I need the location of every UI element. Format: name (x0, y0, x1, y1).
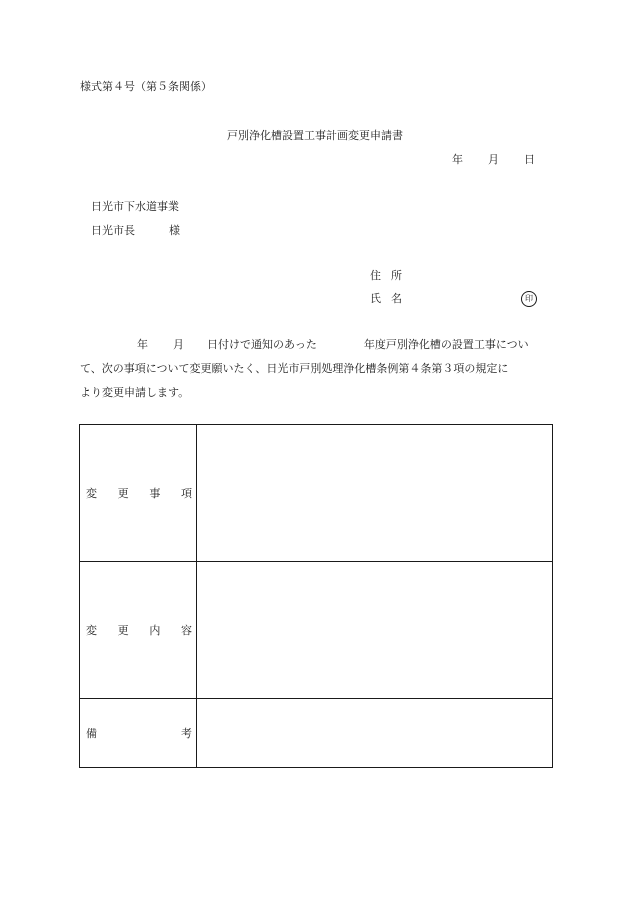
label-char: 変 (86, 624, 97, 637)
label-char: 考 (181, 727, 192, 740)
change-content-field[interactable] (197, 562, 553, 699)
address-char-1: 住 (370, 269, 381, 282)
body-line-3: より変更申請します。 (80, 386, 190, 399)
recipient-organization: 日光市下水道事業 (91, 200, 179, 213)
label-char: 備 (86, 727, 97, 740)
body-line-1-tail: 年度戸別浄化槽の設置工事につい (363, 338, 529, 351)
applicant-address-label (370, 269, 402, 283)
label-char: 変 (86, 487, 97, 500)
body-month: 月 (173, 338, 184, 351)
body-year: 年 (137, 338, 148, 351)
date-month: 月 (488, 153, 499, 166)
label-char: 更 (117, 624, 129, 637)
name-char-1: 氏 (370, 292, 381, 305)
label-char: 内 (149, 624, 161, 637)
date-line (452, 153, 535, 167)
recipient-title: 日光市長 (91, 224, 135, 237)
change-content-label (80, 562, 197, 699)
applicant-name-label (370, 292, 402, 306)
table-row-change-content (80, 562, 553, 699)
address-char-2: 所 (391, 269, 402, 282)
recipient-mayor (91, 224, 180, 238)
label-char: 容 (180, 624, 192, 637)
form-number: 様式第４号（第５条関係） (80, 80, 212, 93)
body-line-2: て、次の事項について変更願いたく、日光市戸別処理浄化槽条例第４条第３項の規定に (80, 362, 509, 375)
change-item-field[interactable] (197, 425, 553, 562)
body-notice-text: 日付けで通知のあった (207, 338, 317, 351)
date-year: 年 (452, 153, 463, 166)
remarks-label (80, 699, 197, 768)
change-table (79, 424, 553, 768)
label-char: 更 (117, 487, 129, 500)
remarks-field[interactable] (197, 699, 553, 768)
body-line-1 (80, 338, 529, 352)
document-title: 戸別浄化槽設置工事計画変更申請書 (227, 129, 403, 142)
label-char: 項 (180, 487, 192, 500)
name-char-2: 名 (391, 292, 402, 305)
table-row-remarks (80, 699, 553, 768)
table-row-change-item (80, 425, 553, 562)
date-day: 日 (524, 153, 535, 166)
label-char: 事 (149, 487, 161, 500)
recipient-honorific: 様 (169, 224, 180, 237)
seal-mark-icon: 印 (521, 291, 537, 307)
change-item-label (80, 425, 197, 562)
